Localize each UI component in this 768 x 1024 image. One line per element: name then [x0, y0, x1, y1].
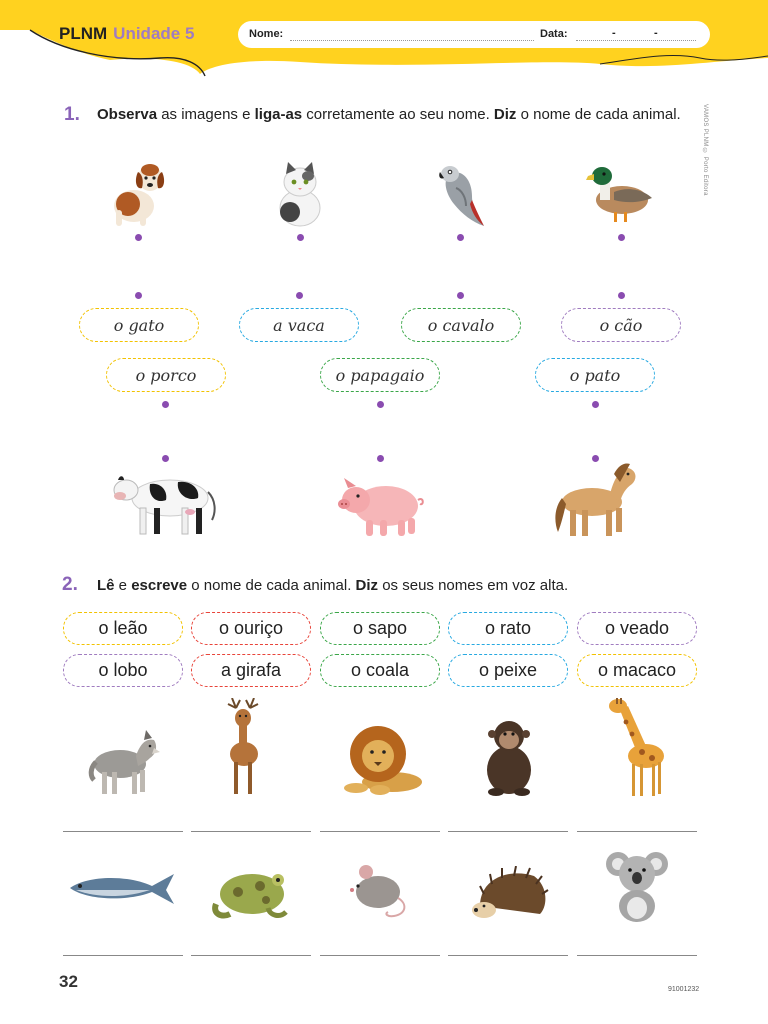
answer-line[interactable]	[191, 831, 311, 832]
mouse-icon	[348, 862, 410, 922]
answer-line[interactable]	[448, 955, 568, 956]
word-pill-coala: o coala	[320, 654, 440, 687]
instr1-part3: corretamente ao seu nome.	[302, 106, 494, 123]
cat-icon	[270, 162, 330, 228]
side-credit: VAMOS PLNM © Porto Editora	[702, 104, 708, 196]
student-info-bar	[238, 21, 710, 48]
answer-line[interactable]	[577, 955, 697, 956]
word-pill-girafa: a girafa	[191, 654, 311, 687]
word-dot-cavalo[interactable]	[457, 292, 464, 299]
duck-icon	[584, 162, 658, 226]
exercise2-number: 2.	[62, 574, 78, 595]
instr2-part0: Lê	[97, 577, 115, 594]
deer-icon	[218, 698, 268, 798]
answer-line[interactable]	[63, 955, 183, 956]
word-pill-ourico: o ouriço	[191, 612, 311, 645]
word-pill-cao[interactable]: o cão	[561, 308, 681, 342]
word-dot-vaca[interactable]	[296, 292, 303, 299]
word-pill-vaca[interactable]: a vaca	[239, 308, 359, 342]
exercise2-instruction	[97, 576, 697, 595]
answer-line[interactable]	[320, 831, 440, 832]
word-pill-peixe: o peixe	[448, 654, 568, 687]
answer-line[interactable]	[320, 955, 440, 956]
word-dot-papagaio[interactable]	[377, 401, 384, 408]
exercise1-instruction	[97, 105, 697, 124]
word-dot-porco[interactable]	[162, 401, 169, 408]
frog-icon	[208, 864, 294, 922]
brand-plnm: PLNM	[59, 24, 108, 43]
duck-connect-dot[interactable]	[618, 234, 625, 241]
cow-icon	[110, 466, 220, 538]
horse-icon	[550, 458, 640, 542]
lion-icon	[336, 718, 426, 798]
word-pill-lobo: o lobo	[63, 654, 183, 687]
unit-label: Unidade 5	[113, 24, 195, 43]
parrot-connect-dot[interactable]	[457, 234, 464, 241]
word-pill-pato[interactable]: o pato	[535, 358, 655, 392]
answer-line[interactable]	[577, 831, 697, 832]
word-pill-porco[interactable]: o porco	[106, 358, 226, 392]
instr2-part1: e	[114, 577, 132, 594]
date-separator-1: -	[612, 27, 616, 39]
date-field[interactable]	[576, 40, 696, 41]
fish-icon	[66, 870, 178, 908]
koala-icon	[604, 846, 670, 926]
page-number: 32	[59, 972, 78, 991]
word-pill-sapo: o sapo	[320, 612, 440, 645]
word-dot-pato[interactable]	[592, 401, 599, 408]
instr1-part4: Diz	[493, 106, 517, 123]
wolf-icon	[86, 722, 162, 798]
parrot-icon	[432, 160, 488, 228]
word-dot-gato[interactable]	[135, 292, 142, 299]
instr1-part0: Observa	[97, 106, 158, 123]
instr2-part4: Diz	[355, 577, 379, 594]
word-pill-macaco: o macaco	[577, 654, 697, 687]
instr1-part5: o nome de cada animal.	[516, 106, 681, 123]
date-separator-2: -	[654, 27, 658, 39]
name-field[interactable]	[290, 40, 534, 41]
instr2-part2: escreve	[131, 577, 188, 594]
word-pill-rato: o rato	[448, 612, 568, 645]
exercise1-number: 1.	[64, 104, 80, 125]
instr2-part3: o nome de cada animal.	[187, 577, 356, 594]
pig-icon	[336, 472, 426, 540]
page-header	[0, 0, 768, 74]
word-pill-veado: o veado	[577, 612, 697, 645]
monkey-icon	[480, 716, 538, 798]
word-pill-cavalo[interactable]: o cavalo	[401, 308, 521, 342]
pig-connect-dot[interactable]	[377, 455, 384, 462]
dog-connect-dot[interactable]	[135, 234, 142, 241]
instr1-part2: liga-as	[254, 106, 303, 123]
date-label: Data:	[540, 28, 568, 40]
word-pill-papagaio[interactable]: o papagaio	[320, 358, 440, 392]
dog-icon	[104, 158, 168, 230]
word-dot-cao[interactable]	[618, 292, 625, 299]
answer-line[interactable]	[63, 831, 183, 832]
instr2-part5: os seus nomes em voz alta.	[378, 577, 569, 594]
answer-line[interactable]	[191, 955, 311, 956]
word-pill-leao: o leão	[63, 612, 183, 645]
giraffe-icon	[606, 694, 670, 800]
cat-connect-dot[interactable]	[297, 234, 304, 241]
cow-connect-dot[interactable]	[162, 455, 169, 462]
brand-title	[59, 24, 194, 44]
word-pill-gato[interactable]: o gato	[79, 308, 199, 342]
name-label: Nome:	[249, 28, 284, 40]
product-code: 91001232	[668, 986, 700, 993]
hedgehog-icon	[470, 866, 550, 922]
instr1-part1: as imagens e	[157, 106, 255, 123]
answer-line[interactable]	[448, 831, 568, 832]
